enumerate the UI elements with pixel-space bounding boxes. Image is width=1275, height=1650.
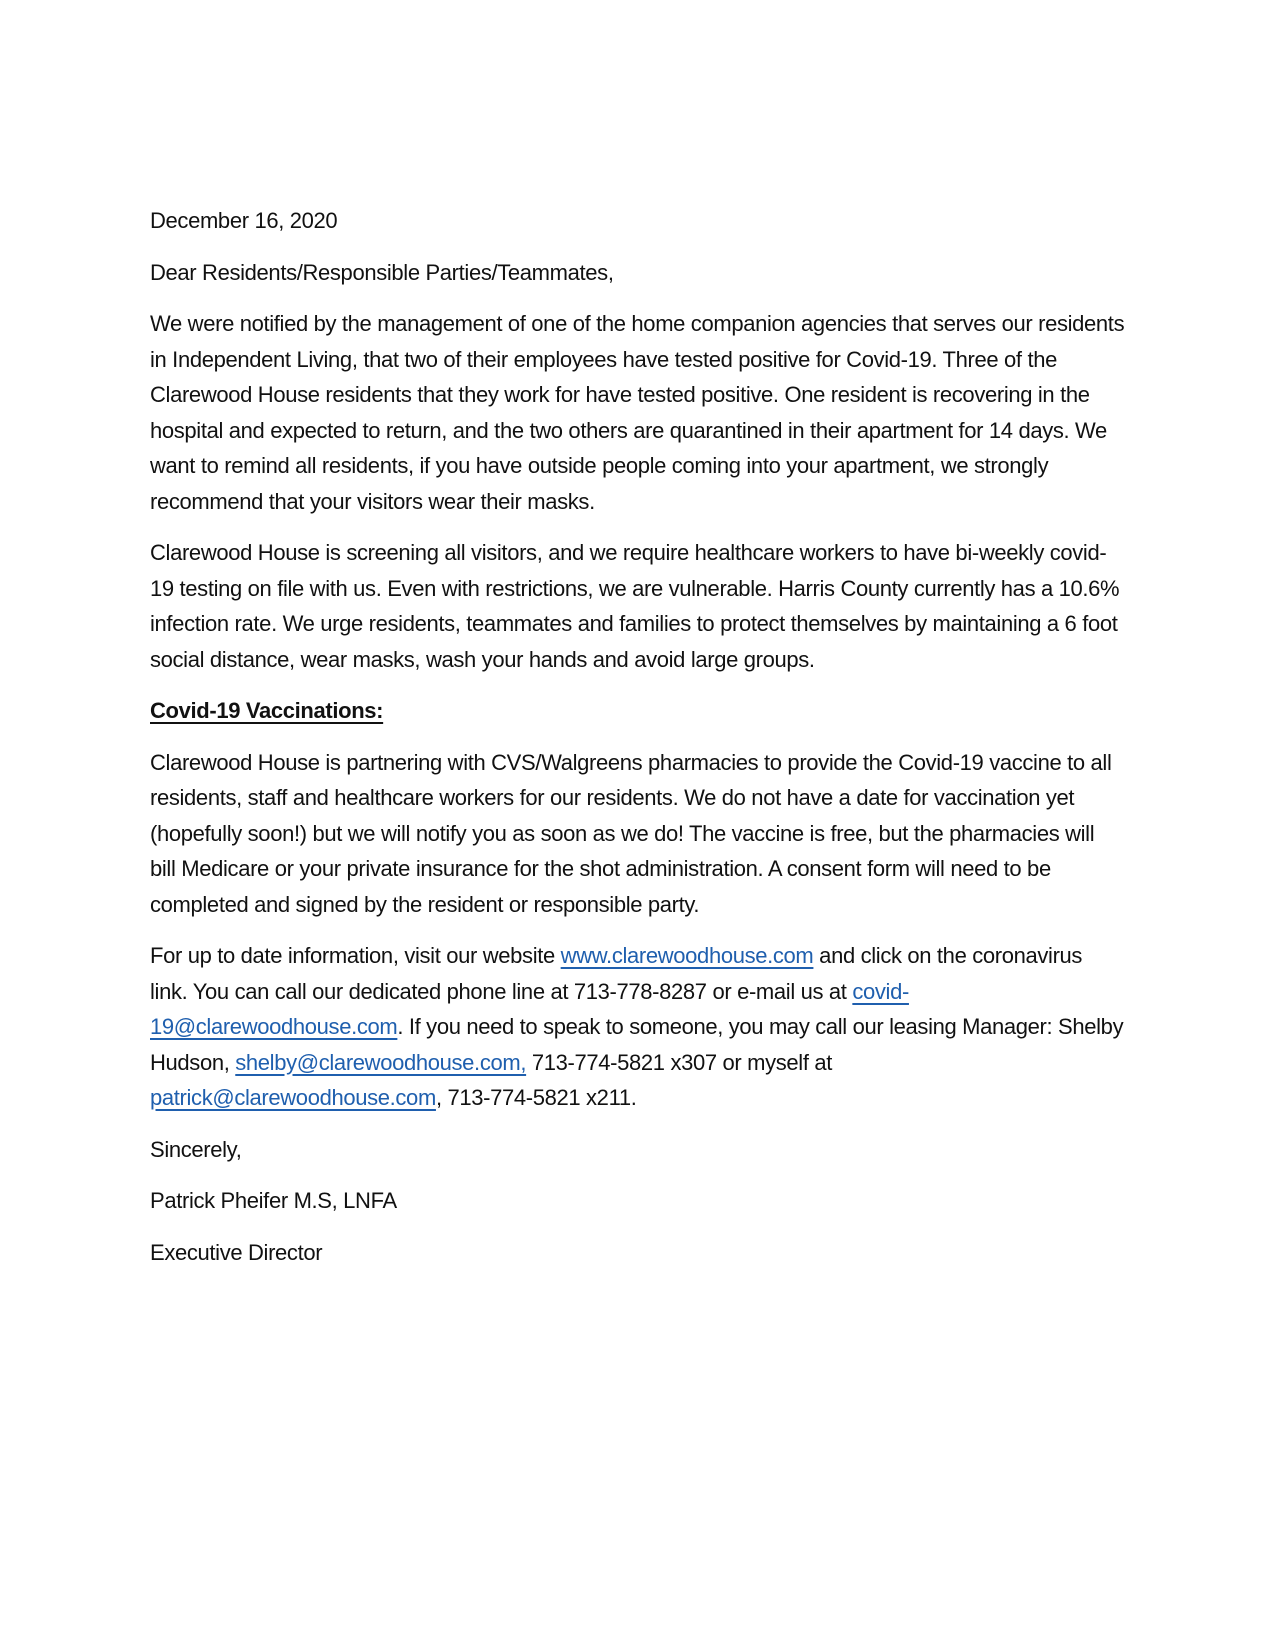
letter-page (150, 203, 1125, 1286)
website-link[interactable]: www.clarewoodhouse.com (560, 943, 814, 968)
contact-text: . If you need to speak to someone, you may call our leasing Manager: Shelby Hudson, (150, 1014, 1124, 1075)
contact-text: 713-774-5821 x307 or myself at (526, 1049, 833, 1075)
signer-title: Executive Director (150, 1239, 323, 1265)
paragraph-screening: Clarewood House is screening all visitors, and we require healthcare workers to have bi-weekly covid-19 testing on file with us. Even with restrictions, we are vulnerable. Harris County currently has a 10.6% infection rate. We urge residents, teammates and families to protect themselves by maintaining a 6 foot social distance, wear masks, wash your hands and avoid large groups. (150, 540, 1120, 672)
closing: Sincerely, (150, 1136, 242, 1162)
letter-date: December 16, 2020 (150, 208, 338, 233)
paragraph-notification: We were notified by the management of one of the home companion agencies that serves our residents in Independent Living, that two of their employees have tested positive for Covid-19. Three of the Clarewood House residents that they work for have tested positive. One resident is recovering in the hospital and expected to return, and the two others are quarantined in their apartment for 14 days. We want to remind all residents, if you have outside people coming into your apartment, we strongly recommend that your visitors wear their masks. (150, 311, 1125, 514)
shelby-email-link[interactable]: shelby@clarewoodhouse.com, (235, 1049, 527, 1075)
paragraph-contact (150, 938, 1125, 1116)
signer-name: Patrick Pheifer M.S, LNFA (150, 1188, 397, 1213)
contact-text: , 713-774-5821 x211. (435, 1085, 637, 1110)
contact-text: and click on the coronavirus link. You can call our dedicated phone line at 713-778-8287 or e-mail us at (150, 943, 1083, 1004)
covid-email-link[interactable]: covid-19@clarewoodhouse.com (150, 978, 909, 1039)
section-heading-vaccinations: Covid-19 Vaccinations: (150, 698, 384, 723)
patrick-email-link[interactable]: patrick@clarewoodhouse.com (150, 1085, 436, 1110)
salutation: Dear Residents/Responsible Parties/Teammates, (150, 259, 614, 285)
contact-text: For up to date information, visit our website (150, 943, 561, 968)
paragraph-vaccinations: Clarewood House is partnering with CVS/Walgreens pharmacies to provide the Covid-19 vaccine to all residents, staff and healthcare workers for our residents. We do not have a date for vaccination yet (hopefully soon!) but we will notify you as soon as we do! The vaccine is free, but the pharmacies will bill Medicare or your private insurance for the shot administration. A consent form will need to be completed and signed by the resident or responsible party. (150, 749, 1112, 917)
